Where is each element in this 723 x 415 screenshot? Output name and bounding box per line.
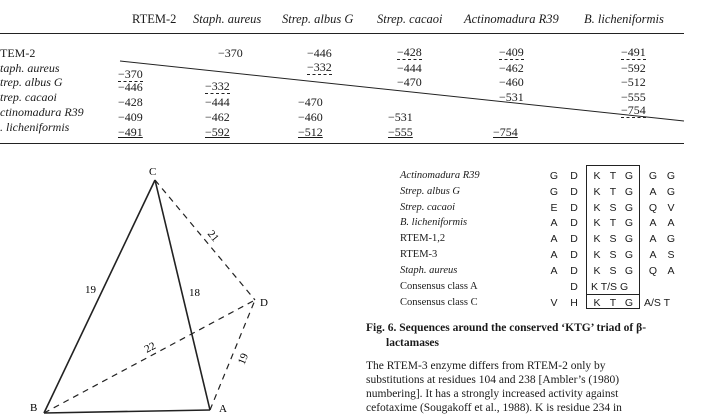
matrix-cell: −754 bbox=[493, 125, 518, 139]
residue: K bbox=[593, 202, 601, 214]
residue: G bbox=[624, 202, 634, 214]
residue: K bbox=[593, 217, 601, 229]
body-text-line: substitutions at residues 104 and 238 [Ambler’s (1980) bbox=[366, 374, 620, 386]
residue: K bbox=[593, 233, 601, 245]
matrix-cell: −470 bbox=[397, 75, 422, 89]
residue: Q bbox=[648, 202, 658, 214]
matrix-cell: −531 bbox=[499, 90, 524, 104]
matrix-cell: −592 bbox=[621, 61, 646, 75]
residue: S bbox=[667, 249, 675, 261]
residue: Q bbox=[648, 265, 658, 277]
matrix-cell: −555 bbox=[388, 125, 413, 139]
residue: S bbox=[609, 202, 617, 214]
residue: A bbox=[649, 249, 657, 261]
matrix-cell: −428 bbox=[397, 45, 422, 59]
organism-name: Strep. albus G bbox=[400, 186, 460, 197]
organism-name: Consensus class A bbox=[400, 281, 478, 292]
residue: A bbox=[550, 217, 558, 229]
column-header: Strep. cacaoi bbox=[377, 12, 443, 26]
figure-caption-cont: lactamases bbox=[386, 337, 440, 349]
residue: G bbox=[666, 186, 676, 198]
matrix-cell: −428 bbox=[118, 95, 143, 109]
column-header: Strep. albus G bbox=[282, 12, 354, 26]
residue: K bbox=[593, 265, 601, 277]
organism-name: Actinomadura R39 bbox=[400, 170, 480, 181]
consensus-post: A/S T bbox=[644, 297, 671, 309]
matrix-cell: −332 bbox=[307, 60, 332, 74]
residue: G bbox=[549, 170, 559, 182]
matrix-cell: −491 bbox=[621, 45, 646, 59]
column-header: RTEM-2 bbox=[132, 12, 177, 26]
residue: G bbox=[624, 265, 634, 277]
organism-name: B. licheniformis bbox=[400, 217, 468, 228]
matrix-cell: −446 bbox=[307, 46, 332, 60]
residue: A bbox=[550, 233, 558, 245]
residue: G bbox=[624, 170, 634, 182]
matrix-cell: −512 bbox=[298, 125, 323, 139]
residue: G bbox=[666, 233, 676, 245]
residue: D bbox=[570, 186, 578, 198]
column-header: B. licheniformis bbox=[584, 12, 664, 26]
residue: T bbox=[609, 170, 617, 182]
edge-ac bbox=[155, 180, 210, 410]
matrix-cell: −460 bbox=[298, 110, 323, 124]
matrix-cell: −491 bbox=[118, 125, 143, 139]
distance-diagram bbox=[0, 150, 330, 415]
edge-label-ad: 19 bbox=[235, 351, 252, 367]
matrix-cell: −444 bbox=[205, 95, 230, 109]
box-divider bbox=[586, 294, 640, 295]
column-header: Actinomadura R39 bbox=[464, 12, 559, 26]
row-label: trep. albus G bbox=[0, 75, 63, 89]
residue: T bbox=[609, 217, 617, 229]
body-text-line: The RTEM-3 enzyme differs from RTEM-2 only by bbox=[366, 360, 606, 372]
matrix-cell: −462 bbox=[499, 61, 524, 75]
residue: T bbox=[609, 297, 617, 309]
row-label: ctinomadura R39 bbox=[0, 105, 84, 119]
residue: K bbox=[593, 170, 601, 182]
column-header: Staph. aureus bbox=[193, 12, 262, 26]
residue: A bbox=[649, 217, 657, 229]
edge-label-ac: 18 bbox=[189, 287, 200, 299]
matrix-cell: −409 bbox=[118, 110, 143, 124]
residue: S bbox=[609, 233, 617, 245]
residue: K bbox=[593, 297, 601, 309]
residue: H bbox=[570, 297, 578, 309]
matrix-cell: −370 bbox=[218, 46, 243, 60]
matrix-cell: −332 bbox=[205, 79, 230, 93]
residue: D bbox=[570, 233, 578, 245]
organism-name: Strep. cacaoi bbox=[400, 202, 456, 213]
vertex-b: B bbox=[30, 402, 38, 414]
matrix-cell: −470 bbox=[298, 95, 323, 109]
residue: V bbox=[550, 297, 558, 309]
row-label: taph. aureus bbox=[0, 61, 60, 75]
residue: A bbox=[550, 265, 558, 277]
residue: S bbox=[609, 249, 617, 261]
matrix-cell: −531 bbox=[388, 110, 413, 124]
matrix-cell: −592 bbox=[205, 125, 230, 139]
residue: K bbox=[593, 186, 601, 198]
residue: S bbox=[609, 265, 617, 277]
matrix-cell: −446 bbox=[118, 80, 143, 94]
residue: G bbox=[549, 186, 559, 198]
residue: V bbox=[667, 202, 675, 214]
matrix-cell: −555 bbox=[621, 90, 646, 104]
edge-ab bbox=[44, 410, 210, 413]
organism-name: Staph. aureus bbox=[400, 265, 458, 276]
matrix-cell: −512 bbox=[621, 75, 646, 89]
residue: A bbox=[667, 265, 675, 277]
matrix-cell: −444 bbox=[397, 61, 422, 75]
residue: D bbox=[570, 217, 578, 229]
body-text-line: numbering]. It has a strongly increased activity against bbox=[366, 388, 619, 400]
matrix-cell: −409 bbox=[499, 45, 524, 59]
residue: G bbox=[624, 186, 634, 198]
organism-name: Consensus class C bbox=[400, 297, 478, 308]
vertex-c: C bbox=[149, 166, 157, 178]
matrix-cell: −754 bbox=[621, 103, 646, 117]
organism-name: RTEM-3 bbox=[400, 249, 438, 260]
residue: A bbox=[667, 217, 675, 229]
edge-label-bc: 19 bbox=[85, 284, 96, 296]
row-label: trep. cacaoi bbox=[0, 90, 57, 104]
residue: A bbox=[649, 233, 657, 245]
figure-caption: Fig. 6. Sequences around the conserved ‘KTG’ triad of β- bbox=[366, 322, 647, 334]
row-label: TEM-2 bbox=[0, 46, 36, 60]
residue: D bbox=[570, 265, 578, 277]
matrix-cell: −462 bbox=[205, 110, 230, 124]
residue: D bbox=[570, 281, 578, 293]
residue: G bbox=[666, 170, 676, 182]
edge-bd bbox=[44, 300, 255, 413]
matrix-cell: −460 bbox=[499, 75, 524, 89]
organism-name: RTEM-1,2 bbox=[400, 233, 446, 244]
residue: D bbox=[570, 249, 578, 261]
residue: G bbox=[624, 249, 634, 261]
edge-label-bd: 22 bbox=[142, 339, 158, 356]
residue: G bbox=[624, 233, 634, 245]
residue: G bbox=[648, 170, 658, 182]
body-text-line: cefotaxime (Sougakoff et al., 1988). K is residue 234 in bbox=[366, 402, 622, 414]
matrix-cell: −370 bbox=[118, 67, 143, 81]
residue: A bbox=[649, 186, 657, 198]
residue: T bbox=[609, 186, 617, 198]
row-label: . licheniformis bbox=[0, 120, 70, 134]
residue: G bbox=[624, 217, 634, 229]
vertex-a: A bbox=[219, 403, 227, 415]
vertex-d: D bbox=[260, 297, 268, 309]
residue: K bbox=[593, 249, 601, 261]
table-bottom-rule bbox=[0, 143, 684, 144]
residue: D bbox=[570, 202, 578, 214]
edge-label-cd: 21 bbox=[204, 228, 222, 245]
edge-bc bbox=[44, 180, 155, 413]
residue: D bbox=[570, 170, 578, 182]
diagonal-divider bbox=[0, 0, 723, 150]
residue: A bbox=[550, 249, 558, 261]
consensus-motif: K T/S G bbox=[591, 281, 629, 293]
residue: G bbox=[624, 297, 634, 309]
residue: E bbox=[550, 202, 558, 214]
